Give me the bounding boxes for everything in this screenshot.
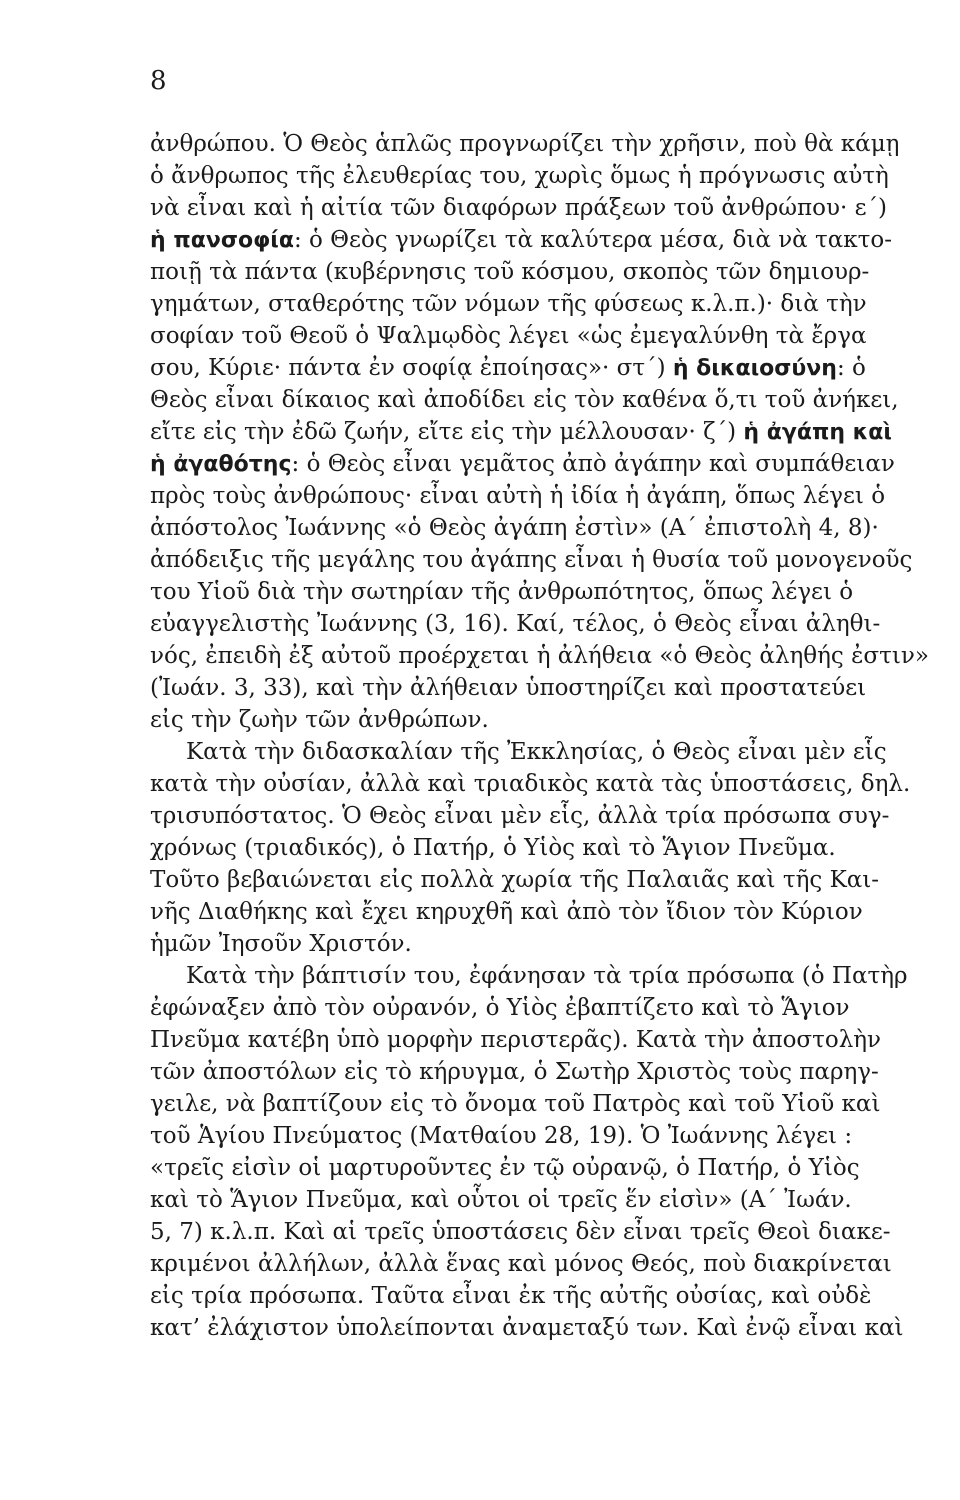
text-run: τοῦ Ἁγίου Πνεύματος (Ματθαίου 28, 19). Ὁ Ἰωάννης λέγει : bbox=[150, 1123, 853, 1149]
text-line bbox=[150, 832, 836, 864]
text-line bbox=[150, 928, 826, 960]
text-line bbox=[150, 896, 863, 928]
text-run: εἰς τὴν ζωὴν τῶν ἀνθρώπων. bbox=[150, 707, 489, 733]
emphasized-term: ἡ ἀγαθότης bbox=[150, 452, 292, 477]
text-run: κατὰ τὴν οὐσίαν, ἀλλὰ καὶ τριαδικὸς κατὰ τὰς ὑποστάσεις, δηλ. bbox=[150, 771, 911, 797]
text-run: νὰ εἶναι καὶ ἡ αἰτία τῶν διαφόρων πράξεων τοῦ ἀνθρώπου· ε΄) bbox=[150, 195, 888, 221]
text-line bbox=[150, 864, 880, 896]
text-line bbox=[150, 384, 899, 416]
text-run: πρὸς τοὺς ἀνθρώπους· εἶναι αὐτὴ ἡ ἰδία ἡ ἀγάπη, ὅπως λέγει ὁ bbox=[150, 483, 886, 509]
text-line bbox=[150, 160, 889, 192]
text-run: Θεὸς εἶναι δίκαιος καὶ ἀποδίδει εἰς τὸν καθένα ὅ,τι τοῦ ἀνήκει, bbox=[150, 387, 899, 413]
text-run: : ὁ Θεὸς γνωρίζει τὰ καλύτερα μέσα, διὰ νὰ τακτο- bbox=[293, 227, 892, 253]
body-text bbox=[150, 128, 929, 1344]
text-run: τῶν ἀποστόλων εἰς τὸ κήρυγμα, ὁ Σωτὴρ Χριστὸς τοὺς παρηγ- bbox=[150, 1059, 879, 1085]
text-line bbox=[150, 288, 867, 320]
text-run: Κατὰ τὴν βάπτισίν του, ἐφάνησαν τὰ τρία πρόσωπα (ὁ Πατὴρ bbox=[186, 963, 908, 989]
text-run: τρισυπόστατος. Ὁ Θεὸς εἶναι μὲν εἷς, ἀλλὰ τρία πρόσωπα συγ- bbox=[150, 803, 890, 829]
text-run: σοφίαν τοῦ Θεοῦ ὁ Ψαλμῳδὸς λέγει «ὡς ἐμεγαλύνθη τὰ ἔργα bbox=[150, 323, 867, 349]
text-run: (Ἰωάν. 3, 33), καὶ τὴν ἀλήθειαν ὑποστηρίζει καὶ προστατεύει bbox=[150, 675, 867, 701]
text-run: «τρεῖς εἰσὶν οἱ μαρτυροῦντες ἐν τῷ οὐρανῷ, ὁ Πατήρ, ὁ Υἱὸς bbox=[150, 1155, 860, 1181]
text-line bbox=[150, 1216, 891, 1248]
text-run: Τοῦτο βεβαιώνεται εἰς πολλὰ χωρία τῆς Παλαιᾶς καὶ τῆς Και- bbox=[150, 867, 880, 893]
text-run: νός, ἐπειδὴ ἐξ αὐτοῦ προέρχεται ἡ ἀλήθεια «ὁ Θεὸς ἀληθής ἐστιν» bbox=[150, 643, 929, 669]
text-line bbox=[150, 1312, 904, 1344]
text-line bbox=[150, 192, 888, 224]
text-run: σου, Κύριε· πάντα ἐν σοφίᾳ ἐποίησας»· στ΄) bbox=[150, 355, 673, 381]
text-line bbox=[150, 256, 870, 288]
text-line bbox=[150, 1088, 881, 1120]
text-run: εἴτε εἰς τὴν ἐδῶ ζωήν, εἴτε εἰς τὴν μέλλουσαν· ζ΄) bbox=[150, 419, 744, 445]
text-line bbox=[150, 1152, 860, 1184]
text-run: κατ’ ἐλάχιστον ὑπολείπονται ἀναμεταξύ των. Καὶ ἐνῷ εἶναι καὶ bbox=[150, 1315, 904, 1341]
text-run: : ὁ Θεὸς εἶναι γεμᾶτος ἀπὸ ἀγάπην καὶ συμπάθειαν bbox=[291, 451, 895, 477]
text-line bbox=[150, 1120, 853, 1152]
text-line bbox=[150, 576, 854, 608]
text-run: γημάτων, σταθερότης τῶν νόμων τῆς φύσεως κ.λ.π.)· διὰ τὴν bbox=[150, 291, 867, 317]
text-line bbox=[150, 800, 890, 832]
text-line bbox=[150, 960, 908, 992]
text-line bbox=[150, 1056, 879, 1088]
text-run: γειλε, νὰ βαπτίζουν εἰς τὸ ὄνομα τοῦ Πατρὸς καὶ τοῦ Υἱοῦ καὶ bbox=[150, 1091, 881, 1117]
text-line bbox=[150, 608, 881, 640]
emphasized-term: ἡ δικαιοσύνη bbox=[672, 356, 837, 381]
text-run: του Υἱοῦ διὰ τὴν σωτηρίαν τῆς ἀνθρωπότητος, ὅπως λέγει ὁ bbox=[150, 579, 854, 605]
text-run: ἀπόδειξις τῆς μεγάλης του ἀγάπης εἶναι ἡ θυσία τοῦ μονογενοῦς bbox=[150, 547, 913, 573]
text-line bbox=[150, 768, 911, 800]
text-run: ἀπόστολος Ἰωάννης «ὁ Θεὸς ἀγάπη ἐστὶν» (Α΄ ἐπιστολὴ 4, 8)· bbox=[150, 515, 879, 541]
emphasized-term: ἡ ἀγάπη καὶ bbox=[743, 420, 892, 445]
text-run: Πνεῦμα κατέβη ὑπὸ μορφὴν περιστερᾶς). Κατὰ τὴν ἀποστολὴν bbox=[150, 1027, 882, 1053]
text-run: Κατὰ τὴν διδασκαλίαν τῆς Ἐκκλησίας, ὁ Θεὸς εἶναι μὲν εἷς bbox=[186, 739, 887, 765]
text-run: ἡμῶν Ἰησοῦν Χριστόν. bbox=[150, 931, 412, 957]
text-line bbox=[150, 480, 886, 512]
text-run: εὐαγγελιστὴς Ἰωάννης (3, 16). Καί, τέλος, ὁ Θεὸς εἶναι ἀληθι- bbox=[150, 611, 881, 637]
text-line bbox=[150, 320, 867, 352]
text-line bbox=[150, 672, 867, 704]
text-run: καὶ τὸ Ἅγιον Πνεῦμα, καὶ οὗτοι οἱ τρεῖς ἕν εἰσὶν» (Α΄ Ἰωάν. bbox=[150, 1187, 852, 1213]
text-run: ἀνθρώπου. Ὁ Θεὸς ἁπλῶς προγνωρίζει τὴν χρῆσιν, ποὺ θὰ κάμῃ bbox=[150, 131, 900, 157]
text-line bbox=[150, 640, 929, 672]
text-run: : ὁ bbox=[836, 355, 866, 381]
text-run: ἐφώναξεν ἀπὸ τὸν οὐρανόν, ὁ Υἱὸς ἐβαπτίζετο καὶ τὸ Ἅγιον bbox=[150, 995, 850, 1021]
text-line bbox=[150, 1280, 872, 1312]
text-line bbox=[150, 512, 879, 544]
text-run: χρόνως (τριαδικός), ὁ Πατήρ, ὁ Υἱὸς καὶ τὸ Ἅγιον Πνεῦμα. bbox=[150, 835, 836, 861]
text-line bbox=[150, 1184, 852, 1216]
text-line bbox=[150, 1248, 892, 1280]
text-run: κριμένοι ἀλλήλων, ἀλλὰ ἕνας καὶ μόνος Θεός, ποὺ διακρίνεται bbox=[150, 1251, 892, 1277]
text-line bbox=[150, 352, 866, 384]
text-line bbox=[150, 416, 892, 448]
text-run: εἰς τρία πρόσωπα. Ταῦτα εἶναι ἐκ τῆς αὐτῆς οὐσίας, καὶ οὐδὲ bbox=[150, 1283, 872, 1309]
text-run: ποιῇ τὰ πάντα (κυβέρνησις τοῦ κόσμου, σκοπὸς τῶν δημιουρ- bbox=[150, 259, 870, 285]
text-line bbox=[150, 992, 850, 1024]
text-line bbox=[150, 128, 900, 160]
text-line bbox=[150, 704, 826, 736]
text-run: ὁ ἄνθρωπος τῆς ἐλευθερίας του, χωρὶς ὅμως ἡ πρόγνωσις αὐτὴ bbox=[150, 163, 889, 189]
text-line bbox=[150, 544, 913, 576]
text-run: 5, 7) κ.λ.π. Καὶ αἱ τρεῖς ὑποστάσεις δὲν εἶναι τρεῖς Θεοὶ διακε- bbox=[150, 1219, 891, 1245]
text-run: νῆς Διαθήκης καὶ ἔχει κηρυχθῆ καὶ ἀπὸ τὸν ἴδιον τὸν Κύριον bbox=[150, 899, 863, 925]
emphasized-term: ἡ πανσοφία bbox=[150, 228, 294, 253]
page-number: 8 bbox=[150, 66, 167, 96]
text-line bbox=[150, 224, 892, 256]
text-line bbox=[150, 1024, 882, 1056]
text-line bbox=[150, 736, 887, 768]
text-line bbox=[150, 448, 895, 480]
